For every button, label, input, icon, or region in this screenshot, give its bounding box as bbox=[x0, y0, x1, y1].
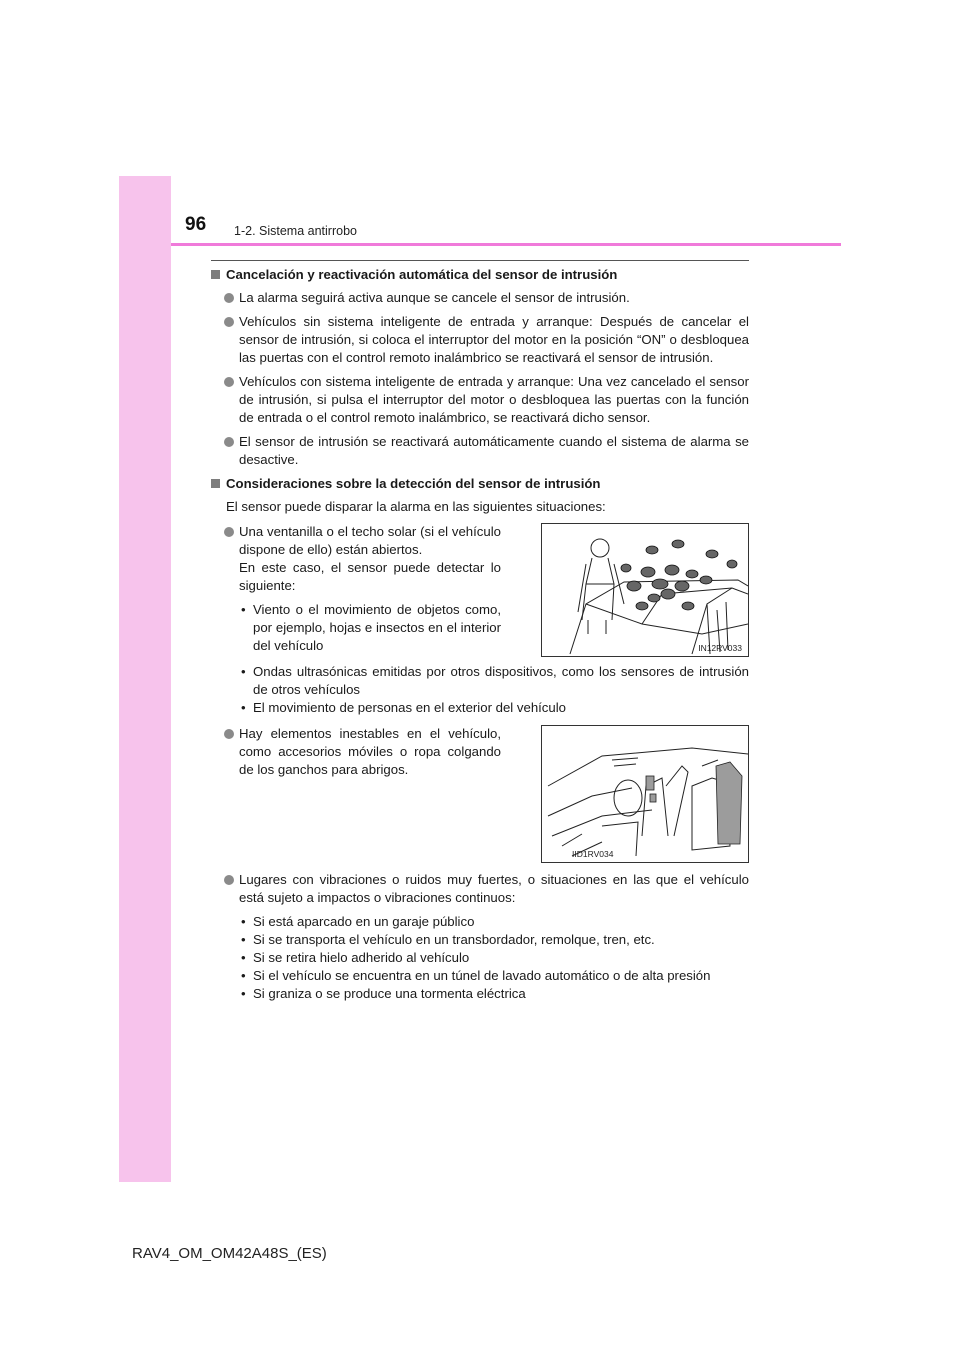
section-title: 1-2. Sistema antirrobo bbox=[234, 224, 357, 238]
heading-text: Consideraciones sobre la detección del sensor de intrusión bbox=[226, 476, 601, 491]
content-divider bbox=[211, 260, 749, 261]
sub-item: • Si graniza o se produce una tormenta eléctrica bbox=[241, 986, 526, 1001]
figure-row-text bbox=[211, 523, 501, 655]
bullet-item bbox=[211, 433, 749, 469]
bullet-text: Vehículos sin sistema inteligente de entrada y arranque: Después de cancelar el sensor de intrusión, si coloca el interruptor del motor en la posición “ON” o desbloquea las puertas con el control remoto inalámbrico se reactivará el sensor de intrusión. bbox=[239, 314, 749, 365]
bullet-item bbox=[211, 523, 501, 595]
square-bullet-icon bbox=[211, 479, 220, 488]
sub-item: • Si el vehículo se encuentra en un túnel de lavado automático o de alta presión bbox=[241, 968, 711, 983]
sub-item-text: Si graniza o se produce una tormenta eléctrica bbox=[253, 986, 526, 1001]
figure-code: IID1RV034 bbox=[572, 849, 614, 859]
sub-item: • Si se transporta el vehículo en un transbordador, remolque, tren, etc. bbox=[241, 932, 655, 947]
circle-bullet-icon bbox=[224, 875, 234, 885]
document-code-footer: RAV4_OM_OM42A48S_(ES) bbox=[132, 1245, 327, 1262]
sub-item-text: Si el vehículo se encuentra en un túnel de lavado automático o de alta presión bbox=[253, 968, 711, 983]
bullet-text: La alarma seguirá activa aunque se cancele el sensor de intrusión. bbox=[239, 290, 630, 305]
bullet-item bbox=[211, 725, 501, 779]
bullet-text-continued: En este caso, el sensor puede detectar lo siguiente: bbox=[239, 560, 501, 593]
circle-bullet-icon bbox=[224, 377, 234, 387]
square-bullet-icon bbox=[211, 270, 220, 279]
circle-bullet-icon bbox=[224, 437, 234, 447]
figure-row-text bbox=[211, 725, 501, 785]
interior-illustration bbox=[542, 726, 748, 862]
sub-item: • Ondas ultrasónicas emitidas por otros dispositivos, como los sensores de intrusión de otros vehículos bbox=[241, 664, 749, 697]
figure-leaves-in-vehicle bbox=[541, 523, 749, 657]
circle-bullet-icon bbox=[224, 317, 234, 327]
sub-item-text: Si se transporta el vehículo en un transbordador, remolque, tren, etc. bbox=[253, 932, 655, 947]
circle-bullet-icon bbox=[224, 729, 234, 739]
sub-item: • Si está aparcado en un garaje público bbox=[241, 914, 475, 929]
sub-item: • Si se retira hielo adherido al vehículo bbox=[241, 950, 470, 965]
sub-item-text: Si se retira hielo adherido al vehículo bbox=[253, 950, 470, 965]
leaves-illustration bbox=[542, 524, 748, 656]
sub-item-text: Si está aparcado en un garaje público bbox=[253, 914, 475, 929]
section-heading-cancel-reactivation bbox=[211, 266, 749, 284]
circle-bullet-icon bbox=[224, 527, 234, 537]
figure-code: IN12RV033 bbox=[698, 643, 742, 653]
figure-row-open-window bbox=[211, 523, 749, 657]
figure-vehicle-interior bbox=[541, 725, 749, 863]
page-number: 96 bbox=[185, 214, 207, 235]
heading-text: Cancelación y reactivación automática del sensor de intrusión bbox=[226, 267, 618, 282]
header-rule bbox=[171, 243, 841, 246]
bullet-item bbox=[211, 373, 749, 427]
bullet-item bbox=[211, 313, 749, 367]
sub-item-text: El movimiento de personas en el exterior del vehículo bbox=[253, 700, 567, 715]
sub-item-text: Viento o el movimiento de objetos como, por ejemplo, hojas e insectos en el interior del vehículo bbox=[253, 602, 501, 653]
circle-bullet-icon bbox=[224, 293, 234, 303]
section-heading-detection bbox=[211, 475, 749, 493]
figure-row-hanging-items bbox=[211, 725, 749, 863]
page-content bbox=[211, 266, 749, 1003]
page-sidebar-band bbox=[119, 176, 171, 1182]
bullet-text: El sensor de intrusión se reactivará automáticamente cuando el sistema de alarma se desactive. bbox=[239, 434, 749, 467]
bullet-text: Lugares con vibraciones o ruidos muy fuertes, o situaciones en las que el vehículo está sujeto a impactos o vibraciones continuos: bbox=[239, 872, 749, 905]
sub-item-text: Ondas ultrasónicas emitidas por otros dispositivos, como los sensores de intrusión de otros vehículos bbox=[253, 664, 749, 697]
sub-item: • El movimiento de personas en el exterior del vehículo bbox=[241, 700, 567, 715]
bullet-item bbox=[211, 289, 749, 307]
bullet-text: Hay elementos inestables en el vehículo, como accesorios móviles o ropa colgando de los ganchos para abrigos. bbox=[239, 726, 501, 777]
bullet-text: Vehículos con sistema inteligente de entrada y arranque: Una vez cancelado el sensor de intrusión, si pulsa el interruptor del motor o desbloquea las puertas con la función de entrada o el control remoto inalámbrico, se reactivará dicho sensor. bbox=[239, 374, 749, 425]
intro-text: El sensor puede disparar la alarma en las siguientes situaciones: bbox=[226, 499, 606, 514]
bullet-text: Una ventanilla o el techo solar (si el vehículo dispone de ello) están abiertos. bbox=[239, 524, 501, 557]
bullet-item bbox=[211, 871, 749, 907]
sub-item: • Viento o el movimiento de objetos como, por ejemplo, hojas e insectos en el interior del vehículo bbox=[241, 602, 501, 653]
